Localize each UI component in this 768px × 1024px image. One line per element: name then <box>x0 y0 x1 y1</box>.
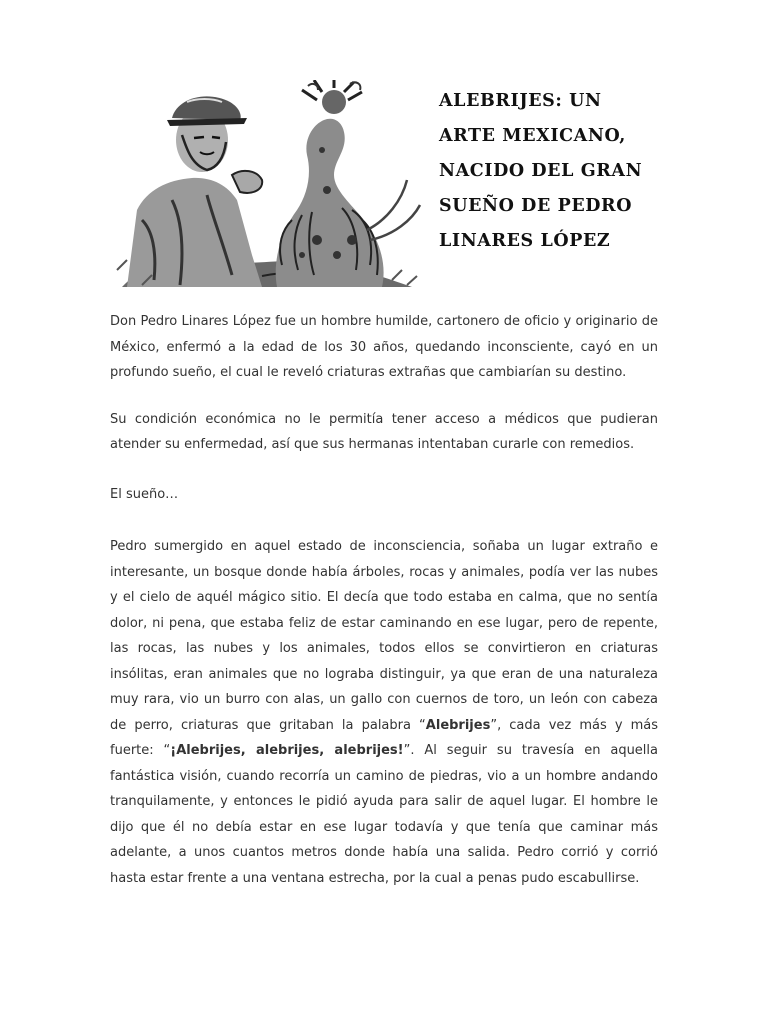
dream-text: Pedro sumergido en aquel estado de inconsciencia, soñaba un lugar extraño e interesante, un bosque donde había árboles, rocas y animales, podía ver las nubes y el cielo de aquél mágico sitio. El decía que todo estaba en calma, que no sentía dolor, ni pena, que estaba feliz de estar caminando en ese lugar, pero de repente, las rocas, las nubes y los animales, todos ellos se convirtieron en criaturas insólitas, eran animales que no lograba distinguir, ya que eran de una naturaleza muy rara, vio un burro con alas, un gallo con cuernos de toro, un león con cabeza de perro, criaturas que gritaban la palabra “ <box>110 539 658 733</box>
alebrijes-word: Alebrijes <box>425 717 491 733</box>
title-line: SUEÑO DE PEDRO <box>439 196 633 216</box>
title-line: NACIDO DEL GRAN <box>439 161 643 181</box>
dream-text: ”, cada vez más y más fuerte: “ <box>110 717 659 758</box>
title-line: LINARES LÓPEZ <box>439 231 611 251</box>
title-line: ARTE MEXICANO, <box>439 126 626 146</box>
article-body <box>110 309 658 891</box>
artisan-illustration <box>112 80 426 287</box>
section-heading-dream: El sueño… <box>110 486 179 502</box>
title-line: ALEBRIJES: UN <box>439 91 602 111</box>
alebrijes-shout: ¡Alebrijes, alebrijes, alebrijes! <box>170 743 404 758</box>
paragraph-condition: Su condición económica no le permitía tener acceso a médicos que pudieran atender su enfermedad, así que sus hermanas intentaban curarle con remedios. <box>110 411 658 452</box>
dream-text: ”. Al seguir su travesía en aquella fantástica visión, cuando recorría un camino de piedras, vio a un hombre andando tranquilamente, y entonces le pidió ayuda para salir de aquel lugar. El hombre le dijo que él no debía estar en ese lugar todavía y que tenía que caminar más adelante, a unos cuantos metros donde había una salida. Pedro corrió y corrió hasta estar frente a una ventana estrecha, por la cual a penas pudo escabullirse. <box>110 743 658 886</box>
paragraph-intro: Don Pedro Linares López fue un hombre humilde, cartonero de oficio y originario de México, enfermó a la edad de los 30 años, quedando inconsciente, cayó en un profundo sueño, el cual le reveló criaturas extrañas que cambiarían su destino. <box>110 314 658 380</box>
article-title <box>439 84 739 259</box>
woodcut-illustration-icon <box>112 80 426 287</box>
paragraph-dream <box>110 534 658 891</box>
